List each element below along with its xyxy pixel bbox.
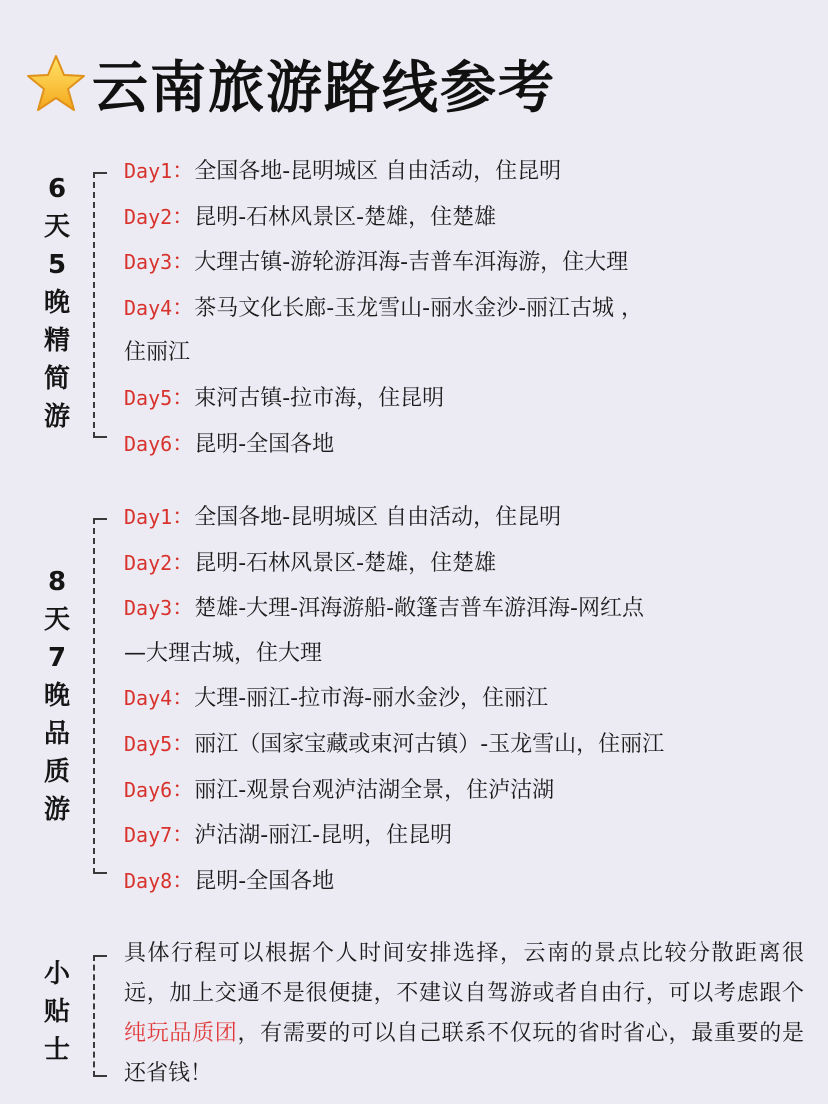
label-char: 贴: [43, 997, 70, 1027]
day-text: 昆明-全国各地: [194, 431, 335, 457]
day-label: Day7: [124, 823, 173, 848]
day-label: Day2: [124, 550, 173, 575]
label-char: 晚: [43, 681, 70, 711]
label-char: 简: [43, 364, 70, 394]
day-text: 泸沽湖-丽江-昆明，住昆明: [194, 823, 453, 849]
day-label: Day8: [124, 868, 173, 893]
page-title: 云南旅游路线参考: [92, 56, 556, 121]
tips-text: 具体行程可以根据个人时间安排选择，云南的景点比较分散距离很远，加上交通不是很便捷，不建议自驾游或者自由行，可以考虑跟个纯玩品质团，有需要的可以自己联系不仅玩的省时省心，最重要的是还省钱！: [124, 941, 804, 1086]
day-row: Day3：大理古镇-游轮游洱海-吉普车洱海游，住大理: [124, 250, 629, 276]
label-char: 晚: [43, 288, 70, 318]
day-label: Day2: [124, 204, 173, 229]
tips-label: [40, 955, 74, 1069]
day-label: Day6: [124, 777, 173, 802]
day-label: Day3: [124, 596, 173, 621]
day-text: 楚雄-大理-洱海游船-敞篷吉普车游洱海-网红点: [194, 596, 644, 622]
label-char: 质: [43, 757, 70, 787]
day-label: Day5: [124, 385, 173, 410]
day-row: Day1：全国各地-昆明城区 自由活动，住昆明: [124, 505, 562, 530]
day-text: 全国各地-昆明城区 自由活动，住昆明: [194, 505, 562, 530]
day-text: 全国各地-昆明城区 自由活动，住昆明: [194, 159, 562, 184]
star-icon: [24, 52, 88, 116]
day-text: 束河古镇-拉市海，住昆明: [194, 385, 445, 411]
day-row: Day6：丽江-观景台观泸沽湖全景，住泸沽湖: [124, 777, 555, 803]
section-label-6d5n: [40, 170, 74, 436]
day-label: Day5: [124, 731, 173, 756]
day-row: Day8：昆明-全国各地: [124, 868, 335, 894]
day-row: Day4：大理-丽江-拉市海-丽水金沙，住丽江: [124, 686, 549, 712]
day-row: Day5：束河古镇-拉市海，住昆明: [124, 385, 445, 411]
label-char: 7: [47, 643, 67, 673]
label-char: 游: [43, 795, 70, 825]
day-text: 昆明-石林风景区-楚雄，住楚雄: [194, 204, 497, 230]
label-char: 游: [43, 402, 70, 432]
highlight-text: 纯玩品质团: [124, 1021, 238, 1046]
bracket-8d7n: [93, 518, 109, 874]
day-row-continued: [124, 632, 798, 677]
day-row: Day1：全国各地-昆明城区 自由活动，住昆明: [124, 159, 562, 184]
bracket-6d5n: [93, 172, 109, 438]
day-row: Day3：楚雄-大理-洱海游船-敞篷吉普车游洱海-网红点: [124, 596, 644, 622]
label-char: 5: [47, 250, 67, 280]
day-row-continued: [124, 331, 798, 376]
day-text: 丽江-观景台观泸沽湖全景，住泸沽湖: [194, 777, 555, 803]
day-text: 大理-丽江-拉市海-丽水金沙，住丽江: [194, 686, 549, 712]
day-text: 昆明-全国各地: [194, 868, 335, 894]
label-char: 士: [43, 1035, 70, 1065]
day-row: Day5：丽江（国家宝藏或束河古镇）-玉龙雪山，住丽江: [124, 731, 665, 757]
day-label: Day1: [124, 505, 173, 529]
day-text: 大理古镇-游轮游洱海-吉普车洱海游，住大理: [194, 250, 629, 276]
title-row: [24, 44, 556, 124]
day-row: Day2：昆明-石林风景区-楚雄，住楚雄: [124, 204, 497, 230]
day-label: Day3: [124, 250, 173, 275]
day-label: Day4: [124, 295, 173, 320]
day-label: Day1: [124, 159, 173, 183]
label-char: 精: [43, 326, 70, 356]
label-char: 8: [47, 567, 67, 597]
label-char: 品: [43, 719, 70, 749]
day-text: 丽江（国家宝藏或束河古镇）-玉龙雪山，住丽江: [194, 731, 665, 757]
day-list-8d7n: [124, 495, 798, 904]
label-char: 小: [43, 959, 70, 989]
bracket-tips: [93, 955, 109, 1077]
day-row: Day2：昆明-石林风景区-楚雄，住楚雄: [124, 550, 497, 576]
day-row: Day6：昆明-全国各地: [124, 431, 335, 457]
day-text: 茶马文化长廊-玉龙雪山-丽水金沙-丽江古城 ，: [194, 295, 643, 321]
label-char: 天: [43, 605, 70, 635]
section-label-8d7n: [40, 563, 74, 829]
day-row: Day7：泸沽湖-丽江-昆明，住昆明: [124, 823, 453, 849]
day-label: Day6: [124, 431, 173, 456]
day-label: Day4: [124, 686, 173, 711]
label-char: 天: [43, 212, 70, 242]
day-list-6d5n: [124, 149, 798, 467]
day-text: —大理古城，住大理: [124, 640, 323, 666]
day-text: 住丽江: [124, 340, 191, 366]
day-text: 昆明-石林风景区-楚雄，住楚雄: [194, 550, 497, 576]
day-row: Day4：茶马文化长廊-玉龙雪山-丽水金沙-丽江古城 ，: [124, 295, 643, 321]
label-char: 6: [47, 174, 67, 204]
